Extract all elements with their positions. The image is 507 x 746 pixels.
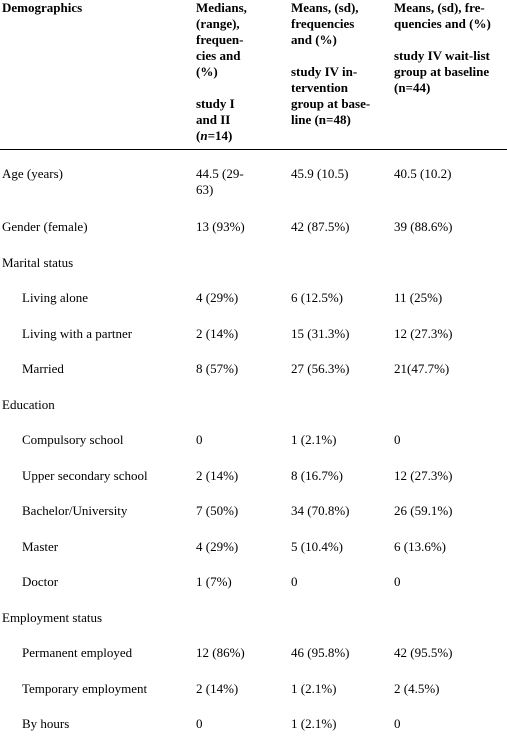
cell-study-4-intervention: 6 (12.5%) — [291, 290, 343, 305]
cell-study-4-waitlist: 11 (25%) — [394, 290, 443, 305]
header-line: frequencies — [291, 16, 355, 31]
header-line: study IV in- — [291, 64, 358, 79]
cell-study-1-2 — [196, 468, 238, 484]
header-rule — [0, 149, 507, 150]
table-row — [0, 397, 507, 417]
header-line: (n=44) — [394, 80, 431, 95]
n-suffix: =14) — [207, 128, 233, 143]
cell-study-4-intervention: 45.9 (10.5) — [291, 166, 349, 181]
cell-study-1-2 — [196, 361, 238, 377]
cell-study-1-2 — [196, 219, 245, 235]
table-row — [0, 166, 507, 197]
header-line: and (%) — [291, 32, 337, 47]
cell-study-1-2 — [196, 539, 238, 555]
header-line: Medians, — [196, 0, 247, 15]
cell-line: 0 — [196, 432, 203, 447]
row-label: Master — [22, 539, 59, 554]
header-line: study IV wait-list — [394, 48, 490, 63]
row-label: By hours — [22, 716, 70, 731]
cell-study-4-intervention: 42 (87.5%) — [291, 219, 350, 234]
cell-line: 8 (57%) — [196, 361, 239, 376]
header-gap — [394, 32, 491, 48]
table-row — [0, 681, 507, 701]
table-row — [0, 361, 507, 381]
cell-line: 1 (7%) — [196, 574, 232, 589]
header-line: Means, (sd), fre- — [394, 0, 485, 15]
cell-study-1-2 — [196, 716, 203, 732]
cell-study-4-intervention: 27 (56.3%) — [291, 361, 350, 376]
row-label: Employment status — [2, 610, 103, 625]
row-label: Upper secondary school — [22, 468, 148, 483]
cell-study-4-intervention: 1 (2.1%) — [291, 681, 337, 696]
cell-study-4-waitlist: 26 (59.1%) — [394, 503, 453, 518]
cell-study-4-waitlist: 12 (27.3%) — [394, 468, 453, 483]
n-prefix: ( — [196, 128, 201, 143]
cell-study-4-intervention: 46 (95.8%) — [291, 645, 350, 660]
header-line: quencies and (%) — [394, 16, 491, 31]
cell-line: 2 (14%) — [196, 681, 239, 696]
cell-study-4-waitlist: 42 (95.5%) — [394, 645, 453, 660]
cell-study-4-waitlist: 0 — [394, 432, 401, 447]
cell-line: 0 — [196, 716, 203, 731]
cell-study-4-intervention: 0 — [291, 574, 298, 589]
table-row — [0, 503, 507, 523]
cell-study-4-waitlist: 0 — [394, 716, 401, 731]
row-label: Marital status — [2, 255, 74, 270]
cell-line: 63) — [196, 182, 214, 197]
cell-study-4-waitlist: 0 — [394, 574, 401, 589]
cell-study-1-2 — [196, 432, 203, 448]
table-row — [0, 645, 507, 665]
row-label: Living with a partner — [22, 326, 133, 341]
header-gap — [291, 48, 370, 64]
header-line: (%) — [196, 64, 218, 79]
table-row — [0, 610, 507, 630]
cell-study-1-2 — [196, 290, 238, 306]
table-row — [0, 468, 507, 488]
cell-line: 4 (29%) — [196, 539, 239, 554]
table-row — [0, 432, 507, 452]
row-label: Compulsory school — [22, 432, 124, 447]
header-line: line (n=48) — [291, 112, 351, 127]
header-line: Means, (sd), — [291, 0, 359, 15]
cell-study-4-intervention: 15 (31.3%) — [291, 326, 350, 341]
cell-study-4-intervention: 1 (2.1%) — [291, 716, 337, 731]
row-label: Doctor — [22, 574, 59, 589]
header-gap — [196, 80, 247, 96]
row-label: Education — [2, 397, 55, 412]
row-label: Temporary employment — [22, 681, 148, 696]
cell-study-1-2 — [196, 503, 238, 519]
cell-study-4-waitlist: 2 (4.5%) — [394, 681, 440, 696]
header-line: cies and — [196, 48, 241, 63]
header-line: frequen- — [196, 32, 244, 47]
cell-line: 4 (29%) — [196, 290, 239, 305]
header-study-1-2 — [196, 0, 247, 144]
cell-line: 44.5 (29- — [196, 166, 244, 181]
cell-line: 7 (50%) — [196, 503, 239, 518]
cell-line: 2 (14%) — [196, 326, 239, 341]
cell-study-4-waitlist: 39 (88.6%) — [394, 219, 453, 234]
cell-study-4-intervention: 1 (2.1%) — [291, 432, 337, 447]
cell-study-4-waitlist: 40.5 (10.2) — [394, 166, 452, 181]
row-label: Bachelor/University — [22, 503, 128, 518]
header-line: and II — [196, 112, 231, 127]
cell-study-4-waitlist: 21(47.7%) — [394, 361, 450, 376]
header-line: study I — [196, 96, 235, 111]
header-line: group at baseline — [394, 64, 490, 79]
table-row — [0, 219, 507, 239]
table-row — [0, 716, 507, 736]
table-row — [0, 574, 507, 594]
table-header — [0, 0, 507, 146]
cell-study-4-waitlist: 12 (27.3%) — [394, 326, 453, 341]
cell-study-4-intervention: 5 (10.4%) — [291, 539, 343, 554]
cell-study-4-intervention: 34 (70.8%) — [291, 503, 350, 518]
cell-study-1-2 — [196, 574, 232, 590]
header-line: group at base- — [291, 96, 371, 111]
header-demographics — [2, 0, 82, 16]
cell-line: 12 (86%) — [196, 645, 245, 660]
cell-line: 13 (93%) — [196, 219, 245, 234]
header-line: (range), — [196, 16, 240, 31]
header-n-line — [196, 128, 247, 144]
row-label: Age (years) — [2, 166, 63, 181]
table-row — [0, 255, 507, 275]
table-row — [0, 290, 507, 310]
cell-study-1-2 — [196, 166, 244, 198]
row-label: Living alone — [22, 290, 89, 305]
header-line: Demographics — [2, 0, 83, 15]
cell-study-4-waitlist: 6 (13.6%) — [394, 539, 446, 554]
header-line: tervention — [291, 80, 349, 95]
cell-line: 2 (14%) — [196, 468, 239, 483]
cell-study-1-2 — [196, 326, 238, 342]
cell-study-1-2 — [196, 645, 245, 661]
cell-study-1-2 — [196, 681, 238, 697]
row-label: Married — [22, 361, 64, 376]
cell-study-4-intervention: 8 (16.7%) — [291, 468, 343, 483]
row-label: Gender (female) — [2, 219, 88, 234]
row-label: Permanent employed — [22, 645, 133, 660]
header-study-4-intervention — [291, 0, 370, 128]
n-italic: n — [200, 128, 208, 143]
table-row — [0, 539, 507, 559]
table-row — [0, 326, 507, 346]
header-study-4-waitlist — [394, 0, 491, 96]
